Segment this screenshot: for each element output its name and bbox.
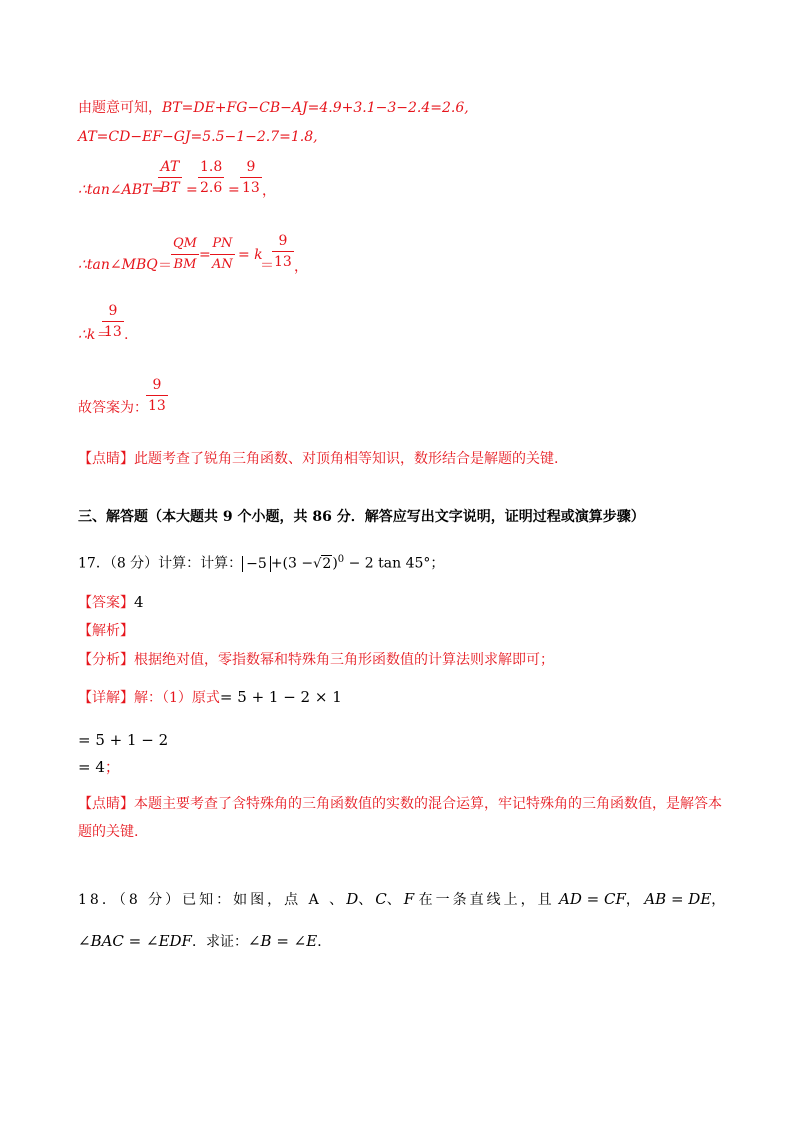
sol16-line1-expr: BT=DE+FG−CB−AJ=4.9+3.1−3−2.4=2.6,: [162, 100, 469, 116]
q18-line2: [78, 931, 331, 952]
q17-detail: [78, 687, 342, 708]
frac-pn-an: [210, 235, 235, 274]
comma: ，: [294, 259, 308, 275]
q17-step2: = 5 + 1 − 2: [78, 731, 169, 749]
frac-answer: [146, 376, 168, 415]
q17-step3: [78, 757, 120, 777]
q17-plus: +: [270, 555, 283, 572]
frac-den: BT: [160, 180, 180, 196]
q17-sqrt-arg: 2: [322, 555, 332, 572]
q17-comment-line1: 【点睛】本题主要考查了含特殊角的三角函数值的实数的混合运算，牢记特殊角的三角函数值，是解答本: [78, 796, 722, 812]
sqrt-icon: √: [313, 556, 322, 572]
frac-num: AT: [160, 159, 180, 175]
cond-ab-de: AB = DE: [644, 890, 712, 908]
comma: ，: [262, 183, 276, 199]
sol16-line2: AT=CD−EF−GJ=5.5−1−2.7=1.8,: [78, 129, 318, 145]
point-d: D: [346, 890, 359, 908]
frac-den: 13: [148, 398, 166, 414]
step3-expr: = 4: [78, 758, 105, 776]
answer-value: 4: [134, 593, 144, 611]
equals-sign: =: [186, 182, 198, 198]
cond-ad-cf: AD = CF: [559, 890, 626, 908]
frac-num: QM: [173, 236, 197, 251]
frac-num: 9: [108, 303, 118, 319]
equals-k: = k: [238, 247, 263, 263]
period: .: [124, 327, 129, 343]
sol16-line1: [78, 98, 469, 118]
point-f: F: [403, 890, 415, 908]
frac-9-13-b: [272, 232, 294, 271]
equals-sign: ＝: [260, 258, 274, 274]
frac-num: 9: [246, 159, 256, 175]
frac-den: 13: [242, 180, 260, 196]
equals-sign: ＝: [158, 258, 172, 274]
q17-paren-open: (3 −: [282, 555, 314, 572]
frac-den: AN: [212, 257, 233, 272]
sol16-comment: 【点睛】此题考查了锐角三角函数、对顶角相等知识，数形结合是解题的关键.: [78, 451, 559, 467]
tan-abt-label: ∴tan∠ABT=: [78, 182, 164, 198]
frac-num: PN: [212, 236, 233, 251]
detail-expr: = 5 + 1 − 2 × 1: [219, 688, 342, 706]
q17-abs-value: −5: [242, 556, 271, 572]
q17-answer: [78, 592, 144, 613]
goal-angle-b-e: ∠B = ∠E: [247, 932, 318, 950]
q18-intro: 18．（8 分）已知：如图，点 A 、: [78, 892, 347, 908]
frac-den: 13: [104, 324, 122, 340]
q17-exponent: 0: [337, 554, 345, 565]
tan-abt-prefix: [78, 180, 163, 200]
q18-prove-label: ．求证：: [191, 934, 248, 950]
answer-prefix: 故答案为：: [78, 400, 148, 416]
q17-tail: − 2 tan 45°；: [348, 555, 445, 572]
q17-paren-close: ): [332, 555, 338, 572]
equals-sign: =: [228, 182, 240, 198]
frac-num: 1.8: [200, 159, 223, 175]
separator: 、: [386, 892, 404, 908]
q17-analysis: 【分析】根据绝对值，零指数幂和特殊角三角形函数值的计算法则求解即可；: [78, 652, 554, 668]
section3-heading: 三、解答题（本大题共 9 个小题，共 86 分．解答应写出文字说明，证明过程或演算步骤）: [78, 509, 645, 525]
sol16-line1-prefix: 由题意可知，: [78, 100, 162, 116]
separator: 、: [358, 892, 376, 908]
q17-label: 17．（8 分）计算：计算：: [78, 555, 243, 572]
step3-suffix: ；: [104, 758, 120, 776]
tan-mbq-label: ∴tan∠MBQ: [78, 257, 158, 273]
frac-qm-bm: [171, 235, 199, 274]
equals-sign: =: [199, 247, 211, 263]
analysis-tag: 【解析】: [78, 623, 134, 639]
separator: ，: [711, 892, 726, 908]
period: ．: [317, 934, 332, 950]
q17-comment-line2: 题的关键.: [78, 824, 139, 840]
separator: ，: [625, 892, 640, 908]
q18-line1: [78, 889, 725, 910]
frac-18-26: [198, 158, 224, 197]
frac-den: 2.6: [200, 180, 223, 196]
q18-collinear: 在一条直线上，且: [418, 892, 555, 908]
frac-at-bt: [158, 158, 182, 197]
q17-question: [78, 550, 444, 575]
answer-tag: 【答案】: [78, 595, 134, 611]
k-prefix: ∴k＝: [78, 327, 110, 343]
frac-num: 9: [152, 377, 162, 393]
detail-prefix: 【详解】解：（1）原式: [78, 690, 220, 706]
frac-9-13: [240, 158, 262, 197]
point-c: C: [375, 890, 387, 908]
frac-num: 9: [278, 233, 288, 249]
frac-den: 13: [274, 254, 292, 270]
cond-angle-bac-edf: ∠BAC = ∠EDF: [78, 932, 192, 950]
frac-den: BM: [173, 257, 197, 272]
